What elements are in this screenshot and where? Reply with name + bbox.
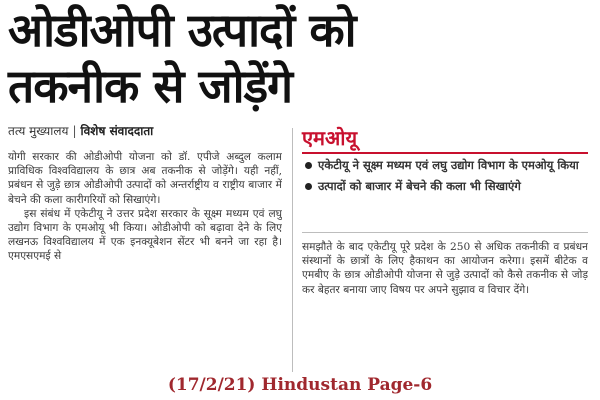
sidebox-bullet-list — [304, 158, 588, 200]
byline-bureau: तत्य मुख्यालय — [8, 124, 69, 138]
byline-desk: विशेष संवाददाता — [80, 124, 154, 138]
sidebox-bullet-text: एकेटीयू ने सूक्ष्म मध्यम एवं लघु उद्योग विभाग के एमओयू किया — [318, 158, 579, 172]
article-body-right-column — [302, 240, 588, 372]
sidebox-rule — [302, 152, 588, 154]
headline-line-2: तकनीक से जोड़ेंगे — [8, 59, 292, 113]
bullet-dot-icon — [305, 162, 312, 169]
byline — [8, 122, 298, 142]
headline-line-1: ओडीओपी उत्पादों को — [8, 3, 356, 57]
body-paragraph: इस संबंध में एकेटीयू ने उत्तर प्रदेश सरकार के सूक्ष्म मध्यम एवं लघु उद्योग विभाग के एमओयू भी किया। ओडीओपी को बढ़ावा देने के लिए लखनऊ विश्वविद्यालय में एक इनक्यूबेशन सेंटर भी बनने जा रहा है। एमएसएमई से — [8, 207, 282, 263]
source-caption: (17/2/21) Hindustan Page-6 — [0, 372, 600, 400]
headline — [8, 2, 592, 114]
bullet-dot-icon — [305, 183, 312, 190]
sidebox-title: एमओयू — [302, 126, 358, 150]
byline-separator: | — [72, 124, 77, 138]
body-paragraph: समझौते के बाद एकेटीयू पूरे प्रदेश के 250 से अधिक तकनीकी व प्रबंधन संस्थानों के छात्रों के लिए हैकाथन का आयोजन करेगा। इसमें बीटेक व एमबीए के छात्र ओडीओपी योजना से जुड़े उत्पादों को कैसे तकनीक से जोड़ कर बेहतर बनाया जाए विषय पर अपने सुझाव व विचार देंगे। — [302, 241, 588, 296]
article-body-left-column — [8, 150, 282, 372]
column-divider — [292, 128, 293, 372]
body-paragraph: योगी सरकार की ओडीओपी योजना को डॉ. एपीजे अब्दुल कलाम प्राविधिक विश्वविद्यालय के छात्र अब तकनीक से जोड़ेंगे। यही नहीं, प्रबंधन से जुड़े छात्र ओडीओपी उत्पादों को अन्तर्राष्ट्रीय व राष्ट्रीय बाजार में बेचने की कला कारीगरियों को सिखाएंगे। — [8, 151, 282, 206]
sidebox-bottom-rule — [302, 232, 588, 233]
sidebox-bullet — [304, 179, 588, 194]
sidebox-bullet — [304, 158, 588, 173]
sidebox-bullet-text: उत्पादों को बाजार में बेचने की कला भी सिखाएंगे — [318, 179, 521, 193]
